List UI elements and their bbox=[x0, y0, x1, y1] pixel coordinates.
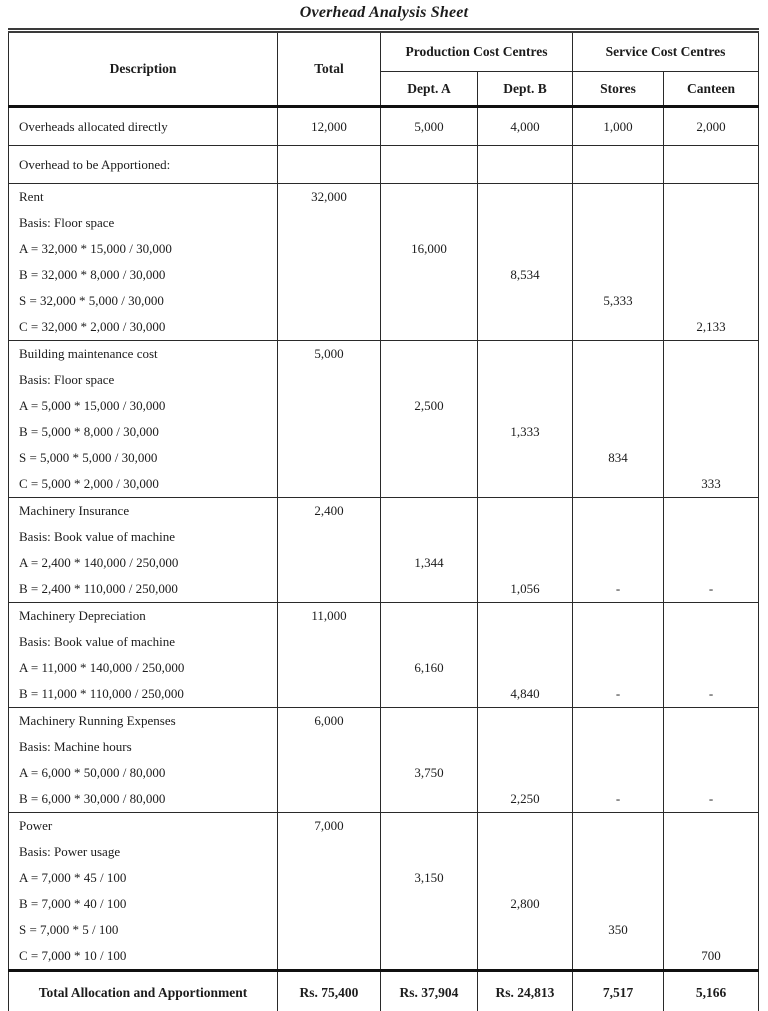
cell-c bbox=[664, 498, 759, 525]
cell-desc: Building maintenance cost bbox=[9, 341, 278, 368]
cell-b bbox=[478, 917, 573, 943]
cell-a bbox=[381, 603, 478, 630]
cell-desc: S = 5,000 * 5,000 / 30,000 bbox=[9, 445, 278, 471]
cell-a bbox=[381, 498, 478, 525]
cell-desc: Basis: Book value of machine bbox=[9, 629, 278, 655]
cell-s: - bbox=[573, 576, 664, 603]
cell-s bbox=[573, 891, 664, 917]
cell-total bbox=[278, 445, 381, 471]
cell-a bbox=[381, 367, 478, 393]
cell-total bbox=[278, 865, 381, 891]
table-row-machinery-depreciation bbox=[9, 655, 759, 681]
cell-s bbox=[573, 498, 664, 525]
table-row-overhead-to-be-apportioned bbox=[9, 146, 759, 184]
cell-s bbox=[573, 655, 664, 681]
cell-total bbox=[278, 839, 381, 865]
cell-b bbox=[478, 943, 573, 971]
cell-s bbox=[573, 341, 664, 368]
cell-b: 4,000 bbox=[478, 107, 573, 146]
cell-desc: A = 7,000 * 45 / 100 bbox=[9, 865, 278, 891]
cell-c bbox=[664, 184, 759, 211]
cell-desc: Basis: Floor space bbox=[9, 210, 278, 236]
cell-c: 2,133 bbox=[664, 314, 759, 341]
cell-a bbox=[381, 891, 478, 917]
cell-desc: C = 5,000 * 2,000 / 30,000 bbox=[9, 471, 278, 498]
cell-total bbox=[278, 891, 381, 917]
cell-a bbox=[381, 943, 478, 971]
cell-c bbox=[664, 760, 759, 786]
cell-desc: Basis: Power usage bbox=[9, 839, 278, 865]
total-row-label: Total Allocation and Apportionment bbox=[9, 971, 278, 1011]
cell-b bbox=[478, 813, 573, 840]
cell-desc: B = 32,000 * 8,000 / 30,000 bbox=[9, 262, 278, 288]
cell-total bbox=[278, 314, 381, 341]
cell-s bbox=[573, 524, 664, 550]
total-row-stores: 7,517 bbox=[573, 971, 664, 1011]
header-stores: Stores bbox=[573, 72, 664, 107]
cell-s: 350 bbox=[573, 917, 664, 943]
cell-a: 3,150 bbox=[381, 865, 478, 891]
cell-b bbox=[478, 734, 573, 760]
cell-s bbox=[573, 393, 664, 419]
cell-s: 834 bbox=[573, 445, 664, 471]
table-row-building-maintenance-cost bbox=[9, 393, 759, 419]
cell-a bbox=[381, 210, 478, 236]
cell-total: 32,000 bbox=[278, 184, 381, 211]
cell-a bbox=[381, 419, 478, 445]
cell-a bbox=[381, 262, 478, 288]
total-row-canteen: 5,166 bbox=[664, 971, 759, 1011]
cell-desc: A = 5,000 * 15,000 / 30,000 bbox=[9, 393, 278, 419]
header-service-cost-centres: Service Cost Centres bbox=[573, 31, 759, 72]
cell-c bbox=[664, 891, 759, 917]
table-row-rent bbox=[9, 236, 759, 262]
cell-c bbox=[664, 813, 759, 840]
cell-a bbox=[381, 629, 478, 655]
cell-total bbox=[278, 146, 381, 184]
cell-desc: Basis: Book value of machine bbox=[9, 524, 278, 550]
cell-total bbox=[278, 262, 381, 288]
cell-b bbox=[478, 498, 573, 525]
cell-s bbox=[573, 367, 664, 393]
cell-a bbox=[381, 786, 478, 813]
cell-b bbox=[478, 550, 573, 576]
cell-desc: Machinery Running Expenses bbox=[9, 708, 278, 735]
cell-s bbox=[573, 708, 664, 735]
cell-c bbox=[664, 603, 759, 630]
cell-s: 5,333 bbox=[573, 288, 664, 314]
table-row-machinery-insurance bbox=[9, 524, 759, 550]
cell-c: - bbox=[664, 681, 759, 708]
cell-c: 700 bbox=[664, 943, 759, 971]
cell-desc: A = 6,000 * 50,000 / 80,000 bbox=[9, 760, 278, 786]
total-row-dept-b: Rs. 24,813 bbox=[478, 971, 573, 1011]
table-row-machinery-running-expenses bbox=[9, 760, 759, 786]
cell-desc: A = 32,000 * 15,000 / 30,000 bbox=[9, 236, 278, 262]
header-total: Total bbox=[278, 31, 381, 107]
table-row-machinery-depreciation bbox=[9, 603, 759, 630]
cell-c: 2,000 bbox=[664, 107, 759, 146]
cell-total: 5,000 bbox=[278, 341, 381, 368]
cell-total bbox=[278, 367, 381, 393]
cell-desc: B = 5,000 * 8,000 / 30,000 bbox=[9, 419, 278, 445]
cell-s bbox=[573, 629, 664, 655]
table-header bbox=[9, 31, 759, 107]
cell-desc: C = 7,000 * 10 / 100 bbox=[9, 943, 278, 971]
cell-s: 1,000 bbox=[573, 107, 664, 146]
cell-c bbox=[664, 708, 759, 735]
total-row bbox=[9, 971, 759, 1011]
cell-desc: Overhead to be Apportioned: bbox=[9, 146, 278, 184]
cell-s bbox=[573, 236, 664, 262]
cell-s: - bbox=[573, 681, 664, 708]
cell-desc: A = 11,000 * 140,000 / 250,000 bbox=[9, 655, 278, 681]
cell-total: 6,000 bbox=[278, 708, 381, 735]
cell-desc: C = 32,000 * 2,000 / 30,000 bbox=[9, 314, 278, 341]
cell-total bbox=[278, 210, 381, 236]
table-row-power bbox=[9, 943, 759, 971]
cell-b bbox=[478, 445, 573, 471]
cell-s bbox=[573, 813, 664, 840]
cell-a bbox=[381, 576, 478, 603]
cell-desc: A = 2,400 * 140,000 / 250,000 bbox=[9, 550, 278, 576]
cell-desc: Basis: Machine hours bbox=[9, 734, 278, 760]
cell-s bbox=[573, 839, 664, 865]
cell-total bbox=[278, 760, 381, 786]
table-row-building-maintenance-cost bbox=[9, 445, 759, 471]
cell-c bbox=[664, 262, 759, 288]
cell-c bbox=[664, 655, 759, 681]
cell-total bbox=[278, 943, 381, 971]
table-row-machinery-running-expenses bbox=[9, 786, 759, 813]
table-row-rent bbox=[9, 184, 759, 211]
cell-total: 7,000 bbox=[278, 813, 381, 840]
table-row-building-maintenance-cost bbox=[9, 341, 759, 368]
cell-s bbox=[573, 146, 664, 184]
cell-b bbox=[478, 603, 573, 630]
table-footer bbox=[9, 971, 759, 1011]
cell-b bbox=[478, 524, 573, 550]
cell-total: 11,000 bbox=[278, 603, 381, 630]
cell-b bbox=[478, 393, 573, 419]
cell-a: 6,160 bbox=[381, 655, 478, 681]
cell-s bbox=[573, 760, 664, 786]
cell-c bbox=[664, 550, 759, 576]
cell-c bbox=[664, 288, 759, 314]
cell-b bbox=[478, 760, 573, 786]
cell-a bbox=[381, 839, 478, 865]
cell-b: 2,800 bbox=[478, 891, 573, 917]
cell-c bbox=[664, 367, 759, 393]
cell-total bbox=[278, 917, 381, 943]
cell-a bbox=[381, 471, 478, 498]
cell-b bbox=[478, 367, 573, 393]
cell-total: 2,400 bbox=[278, 498, 381, 525]
cell-b bbox=[478, 236, 573, 262]
cell-total bbox=[278, 734, 381, 760]
cell-b bbox=[478, 210, 573, 236]
header-row-groups bbox=[9, 31, 759, 72]
table-row-machinery-running-expenses bbox=[9, 708, 759, 735]
cell-s: - bbox=[573, 786, 664, 813]
cell-total bbox=[278, 681, 381, 708]
total-row-total: Rs. 75,400 bbox=[278, 971, 381, 1011]
cell-c bbox=[664, 734, 759, 760]
cell-b: 1,333 bbox=[478, 419, 573, 445]
cell-desc: Rent bbox=[9, 184, 278, 211]
cell-b: 4,840 bbox=[478, 681, 573, 708]
header-description: Description bbox=[9, 31, 278, 107]
cell-total bbox=[278, 393, 381, 419]
table-row-power bbox=[9, 839, 759, 865]
cell-a: 5,000 bbox=[381, 107, 478, 146]
cell-b bbox=[478, 629, 573, 655]
cell-a bbox=[381, 917, 478, 943]
cell-total bbox=[278, 524, 381, 550]
cell-b: 1,056 bbox=[478, 576, 573, 603]
cell-b bbox=[478, 839, 573, 865]
table-row-power bbox=[9, 891, 759, 917]
cell-s bbox=[573, 419, 664, 445]
table-row-building-maintenance-cost bbox=[9, 367, 759, 393]
cell-s bbox=[573, 314, 664, 341]
table-row-rent bbox=[9, 210, 759, 236]
cell-b bbox=[478, 146, 573, 184]
table-row-overheads-allocated-directly bbox=[9, 107, 759, 146]
total-row-dept-a: Rs. 37,904 bbox=[381, 971, 478, 1011]
cell-b bbox=[478, 314, 573, 341]
cell-c bbox=[664, 445, 759, 471]
cell-b bbox=[478, 708, 573, 735]
table-row-power bbox=[9, 813, 759, 840]
cell-total bbox=[278, 419, 381, 445]
cell-s bbox=[573, 603, 664, 630]
table-row-machinery-depreciation bbox=[9, 681, 759, 708]
cell-s bbox=[573, 184, 664, 211]
cell-desc: B = 6,000 * 30,000 / 80,000 bbox=[9, 786, 278, 813]
cell-a: 2,500 bbox=[381, 393, 478, 419]
table-row-power bbox=[9, 865, 759, 891]
table-row-power bbox=[9, 917, 759, 943]
cell-a bbox=[381, 681, 478, 708]
cell-a bbox=[381, 341, 478, 368]
cell-s bbox=[573, 210, 664, 236]
table-row-rent bbox=[9, 262, 759, 288]
cell-a bbox=[381, 146, 478, 184]
cell-c: - bbox=[664, 786, 759, 813]
cell-total bbox=[278, 576, 381, 603]
table-row-building-maintenance-cost bbox=[9, 471, 759, 498]
cell-total bbox=[278, 550, 381, 576]
cell-s bbox=[573, 550, 664, 576]
cell-c bbox=[664, 393, 759, 419]
cell-a: 3,750 bbox=[381, 760, 478, 786]
table-row-rent bbox=[9, 314, 759, 341]
cell-b: 8,534 bbox=[478, 262, 573, 288]
cell-desc: Power bbox=[9, 813, 278, 840]
cell-desc: S = 32,000 * 5,000 / 30,000 bbox=[9, 288, 278, 314]
cell-a bbox=[381, 813, 478, 840]
header-dept-a: Dept. A bbox=[381, 72, 478, 107]
cell-c bbox=[664, 146, 759, 184]
cell-total bbox=[278, 236, 381, 262]
cell-s bbox=[573, 471, 664, 498]
cell-a: 1,344 bbox=[381, 550, 478, 576]
cell-desc: S = 7,000 * 5 / 100 bbox=[9, 917, 278, 943]
cell-desc: B = 7,000 * 40 / 100 bbox=[9, 891, 278, 917]
table-row-machinery-running-expenses bbox=[9, 734, 759, 760]
cell-b bbox=[478, 184, 573, 211]
cell-total: 12,000 bbox=[278, 107, 381, 146]
header-dept-b: Dept. B bbox=[478, 72, 573, 107]
cell-c bbox=[664, 865, 759, 891]
cell-total bbox=[278, 655, 381, 681]
cell-a bbox=[381, 708, 478, 735]
cell-desc: Overheads allocated directly bbox=[9, 107, 278, 146]
cell-c bbox=[664, 839, 759, 865]
cell-a bbox=[381, 445, 478, 471]
cell-a bbox=[381, 184, 478, 211]
cell-c bbox=[664, 917, 759, 943]
table-body bbox=[9, 107, 759, 971]
table-row-machinery-insurance bbox=[9, 498, 759, 525]
cell-c bbox=[664, 419, 759, 445]
cell-c: - bbox=[664, 576, 759, 603]
cell-total bbox=[278, 471, 381, 498]
table-row-rent bbox=[9, 288, 759, 314]
cell-desc: Machinery Depreciation bbox=[9, 603, 278, 630]
cell-s bbox=[573, 734, 664, 760]
cell-c bbox=[664, 236, 759, 262]
cell-c bbox=[664, 524, 759, 550]
cell-c: 333 bbox=[664, 471, 759, 498]
cell-b: 2,250 bbox=[478, 786, 573, 813]
cell-a: 16,000 bbox=[381, 236, 478, 262]
cell-c bbox=[664, 341, 759, 368]
table-row-building-maintenance-cost bbox=[9, 419, 759, 445]
cell-s bbox=[573, 865, 664, 891]
cell-total bbox=[278, 786, 381, 813]
header-canteen: Canteen bbox=[664, 72, 759, 107]
cell-desc: B = 2,400 * 110,000 / 250,000 bbox=[9, 576, 278, 603]
cell-a bbox=[381, 288, 478, 314]
cell-total bbox=[278, 288, 381, 314]
cell-c bbox=[664, 629, 759, 655]
cell-desc: Machinery Insurance bbox=[9, 498, 278, 525]
cell-a bbox=[381, 314, 478, 341]
cell-s bbox=[573, 262, 664, 288]
table-row-machinery-depreciation bbox=[9, 629, 759, 655]
cell-b bbox=[478, 341, 573, 368]
page-title: Overhead Analysis Sheet bbox=[299, 4, 469, 21]
cell-s bbox=[573, 943, 664, 971]
cell-total bbox=[278, 629, 381, 655]
cell-c bbox=[664, 210, 759, 236]
overhead-analysis-table bbox=[8, 28, 759, 1011]
cell-a bbox=[381, 734, 478, 760]
cell-b bbox=[478, 471, 573, 498]
table-row-machinery-insurance bbox=[9, 550, 759, 576]
cell-b bbox=[478, 288, 573, 314]
cell-a bbox=[381, 524, 478, 550]
cell-b bbox=[478, 655, 573, 681]
table-row-machinery-insurance bbox=[9, 576, 759, 603]
header-production-cost-centres: Production Cost Centres bbox=[381, 31, 573, 72]
cell-b bbox=[478, 865, 573, 891]
cell-desc: B = 11,000 * 110,000 / 250,000 bbox=[9, 681, 278, 708]
cell-desc: Basis: Floor space bbox=[9, 367, 278, 393]
